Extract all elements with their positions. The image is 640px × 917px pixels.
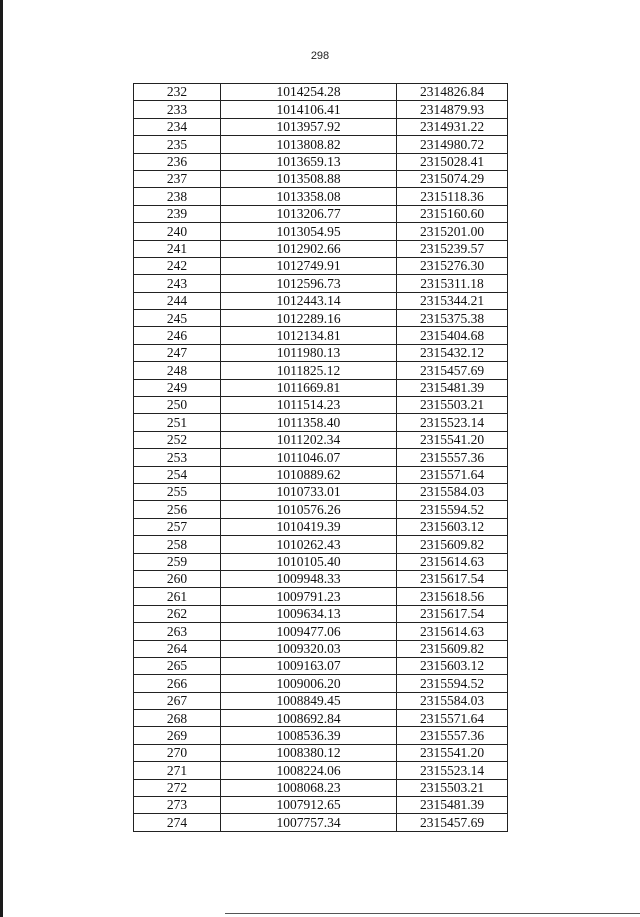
point-number-cell: 266: [134, 675, 221, 692]
point-number-cell: 255: [134, 483, 221, 500]
y-coordinate-cell: 2315523.14: [397, 414, 508, 431]
x-coordinate-cell: 1010733.01: [221, 483, 397, 500]
point-number-cell: 233: [134, 101, 221, 118]
coordinates-table: [133, 83, 508, 832]
point-number-cell: 252: [134, 431, 221, 448]
x-coordinate-cell: 1009634.13: [221, 605, 397, 622]
y-coordinate-cell: 2315404.68: [397, 327, 508, 344]
table-row: [134, 379, 508, 396]
page-edge: [0, 0, 3, 917]
table-row: [134, 188, 508, 205]
x-coordinate-cell: 1007912.65: [221, 797, 397, 814]
x-coordinate-cell: 1009320.03: [221, 640, 397, 657]
x-coordinate-cell: 1013508.88: [221, 170, 397, 187]
x-coordinate-cell: 1008692.84: [221, 710, 397, 727]
point-number-cell: 262: [134, 605, 221, 622]
point-number-cell: 232: [134, 84, 221, 101]
page-number: 298: [310, 50, 330, 62]
x-coordinate-cell: 1011669.81: [221, 379, 397, 396]
point-number-cell: 254: [134, 466, 221, 483]
y-coordinate-cell: 2315457.69: [397, 362, 508, 379]
point-number-cell: 239: [134, 205, 221, 222]
y-coordinate-cell: 2315571.64: [397, 710, 508, 727]
x-coordinate-cell: 1010576.26: [221, 501, 397, 518]
y-coordinate-cell: 2315541.20: [397, 744, 508, 761]
table-row: [134, 605, 508, 622]
y-coordinate-cell: 2314879.93: [397, 101, 508, 118]
table-row: [134, 814, 508, 831]
point-number-cell: 242: [134, 257, 221, 274]
y-coordinate-cell: 2315344.21: [397, 292, 508, 309]
y-coordinate-cell: 2315609.82: [397, 536, 508, 553]
point-number-cell: 244: [134, 292, 221, 309]
x-coordinate-cell: 1014254.28: [221, 84, 397, 101]
x-coordinate-cell: 1008380.12: [221, 744, 397, 761]
point-number-cell: 257: [134, 518, 221, 535]
point-number-cell: 260: [134, 570, 221, 587]
x-coordinate-cell: 1012289.16: [221, 310, 397, 327]
x-coordinate-cell: 1012902.66: [221, 240, 397, 257]
table-row: [134, 692, 508, 709]
y-coordinate-cell: 2314826.84: [397, 84, 508, 101]
y-coordinate-cell: 2315201.00: [397, 223, 508, 240]
x-coordinate-cell: 1013957.92: [221, 118, 397, 135]
table-row: [134, 466, 508, 483]
y-coordinate-cell: 2315541.20: [397, 431, 508, 448]
point-number-cell: 243: [134, 275, 221, 292]
point-number-cell: 249: [134, 379, 221, 396]
table-row: [134, 153, 508, 170]
x-coordinate-cell: 1009791.23: [221, 588, 397, 605]
y-coordinate-cell: 2315503.21: [397, 779, 508, 796]
point-number-cell: 251: [134, 414, 221, 431]
point-number-cell: 267: [134, 692, 221, 709]
point-number-cell: 268: [134, 710, 221, 727]
table-row: [134, 362, 508, 379]
x-coordinate-cell: 1011825.12: [221, 362, 397, 379]
table-row: [134, 640, 508, 657]
y-coordinate-cell: 2315028.41: [397, 153, 508, 170]
point-number-cell: 271: [134, 762, 221, 779]
table-row: [134, 675, 508, 692]
point-number-cell: 259: [134, 553, 221, 570]
y-coordinate-cell: 2315118.36: [397, 188, 508, 205]
x-coordinate-cell: 1010889.62: [221, 466, 397, 483]
x-coordinate-cell: 1009948.33: [221, 570, 397, 587]
point-number-cell: 258: [134, 536, 221, 553]
point-number-cell: 241: [134, 240, 221, 257]
x-coordinate-cell: 1008224.06: [221, 762, 397, 779]
y-coordinate-cell: 2315311.18: [397, 275, 508, 292]
table-row: [134, 414, 508, 431]
y-coordinate-cell: 2315614.63: [397, 553, 508, 570]
y-coordinate-cell: 2315617.54: [397, 605, 508, 622]
point-number-cell: 253: [134, 449, 221, 466]
x-coordinate-cell: 1010419.39: [221, 518, 397, 535]
table-row: [134, 518, 508, 535]
y-coordinate-cell: 2314980.72: [397, 136, 508, 153]
table-row: [134, 727, 508, 744]
x-coordinate-cell: 1013206.77: [221, 205, 397, 222]
table-row: [134, 101, 508, 118]
point-number-cell: 273: [134, 797, 221, 814]
table-row: [134, 536, 508, 553]
table-row: [134, 501, 508, 518]
x-coordinate-cell: 1009163.07: [221, 657, 397, 674]
table-row: [134, 483, 508, 500]
table-row: [134, 205, 508, 222]
x-coordinate-cell: 1012134.81: [221, 327, 397, 344]
y-coordinate-cell: 2315618.56: [397, 588, 508, 605]
point-number-cell: 237: [134, 170, 221, 187]
y-coordinate-cell: 2315557.36: [397, 727, 508, 744]
y-coordinate-cell: 2315617.54: [397, 570, 508, 587]
y-coordinate-cell: 2315457.69: [397, 814, 508, 831]
y-coordinate-cell: 2315160.60: [397, 205, 508, 222]
point-number-cell: 247: [134, 344, 221, 361]
table-row: [134, 136, 508, 153]
x-coordinate-cell: 1013808.82: [221, 136, 397, 153]
y-coordinate-cell: 2315239.57: [397, 240, 508, 257]
table-row: [134, 327, 508, 344]
point-number-cell: 263: [134, 623, 221, 640]
point-number-cell: 256: [134, 501, 221, 518]
y-coordinate-cell: 2315481.39: [397, 797, 508, 814]
y-coordinate-cell: 2315594.52: [397, 675, 508, 692]
x-coordinate-cell: 1008536.39: [221, 727, 397, 744]
y-coordinate-cell: 2315609.82: [397, 640, 508, 657]
point-number-cell: 248: [134, 362, 221, 379]
x-coordinate-cell: 1010105.40: [221, 553, 397, 570]
y-coordinate-cell: 2315603.12: [397, 518, 508, 535]
point-number-cell: 272: [134, 779, 221, 796]
table-row: [134, 779, 508, 796]
table-row: [134, 553, 508, 570]
table-row: [134, 310, 508, 327]
y-coordinate-cell: 2314931.22: [397, 118, 508, 135]
x-coordinate-cell: 1012749.91: [221, 257, 397, 274]
x-coordinate-cell: 1011358.40: [221, 414, 397, 431]
x-coordinate-cell: 1012596.73: [221, 275, 397, 292]
x-coordinate-cell: 1011980.13: [221, 344, 397, 361]
point-number-cell: 264: [134, 640, 221, 657]
x-coordinate-cell: 1011046.07: [221, 449, 397, 466]
x-coordinate-cell: 1011514.23: [221, 397, 397, 414]
point-number-cell: 250: [134, 397, 221, 414]
bottom-rule: [225, 913, 640, 914]
x-coordinate-cell: 1014106.41: [221, 101, 397, 118]
point-number-cell: 246: [134, 327, 221, 344]
x-coordinate-cell: 1009477.06: [221, 623, 397, 640]
point-number-cell: 261: [134, 588, 221, 605]
table-row: [134, 744, 508, 761]
table-row: [134, 570, 508, 587]
x-coordinate-cell: 1012443.14: [221, 292, 397, 309]
x-coordinate-cell: 1013054.95: [221, 223, 397, 240]
point-number-cell: 245: [134, 310, 221, 327]
point-number-cell: 238: [134, 188, 221, 205]
point-number-cell: 235: [134, 136, 221, 153]
point-number-cell: 270: [134, 744, 221, 761]
y-coordinate-cell: 2315584.03: [397, 692, 508, 709]
y-coordinate-cell: 2315375.38: [397, 310, 508, 327]
table-row: [134, 397, 508, 414]
table-row: [134, 588, 508, 605]
y-coordinate-cell: 2315523.14: [397, 762, 508, 779]
y-coordinate-cell: 2315432.12: [397, 344, 508, 361]
y-coordinate-cell: 2315481.39: [397, 379, 508, 396]
y-coordinate-cell: 2315584.03: [397, 483, 508, 500]
y-coordinate-cell: 2315557.36: [397, 449, 508, 466]
table-row: [134, 710, 508, 727]
table-row: [134, 344, 508, 361]
point-number-cell: 265: [134, 657, 221, 674]
x-coordinate-cell: 1010262.43: [221, 536, 397, 553]
y-coordinate-cell: 2315603.12: [397, 657, 508, 674]
table-row: [134, 170, 508, 187]
y-coordinate-cell: 2315594.52: [397, 501, 508, 518]
y-coordinate-cell: 2315614.63: [397, 623, 508, 640]
table-row: [134, 449, 508, 466]
x-coordinate-cell: 1013659.13: [221, 153, 397, 170]
point-number-cell: 234: [134, 118, 221, 135]
table-row: [134, 223, 508, 240]
x-coordinate-cell: 1007757.34: [221, 814, 397, 831]
point-number-cell: 269: [134, 727, 221, 744]
table-row: [134, 257, 508, 274]
table-row: [134, 623, 508, 640]
point-number-cell: 240: [134, 223, 221, 240]
table-row: [134, 275, 508, 292]
table-row: [134, 240, 508, 257]
x-coordinate-cell: 1011202.34: [221, 431, 397, 448]
table-row: [134, 431, 508, 448]
y-coordinate-cell: 2315276.30: [397, 257, 508, 274]
table-row: [134, 762, 508, 779]
coordinates-table-body: [134, 84, 508, 832]
point-number-cell: 236: [134, 153, 221, 170]
point-number-cell: 274: [134, 814, 221, 831]
table-row: [134, 797, 508, 814]
table-row: [134, 292, 508, 309]
table-row: [134, 118, 508, 135]
table-row: [134, 657, 508, 674]
x-coordinate-cell: 1009006.20: [221, 675, 397, 692]
y-coordinate-cell: 2315571.64: [397, 466, 508, 483]
x-coordinate-cell: 1013358.08: [221, 188, 397, 205]
y-coordinate-cell: 2315503.21: [397, 397, 508, 414]
table-row: [134, 84, 508, 101]
x-coordinate-cell: 1008068.23: [221, 779, 397, 796]
y-coordinate-cell: 2315074.29: [397, 170, 508, 187]
x-coordinate-cell: 1008849.45: [221, 692, 397, 709]
